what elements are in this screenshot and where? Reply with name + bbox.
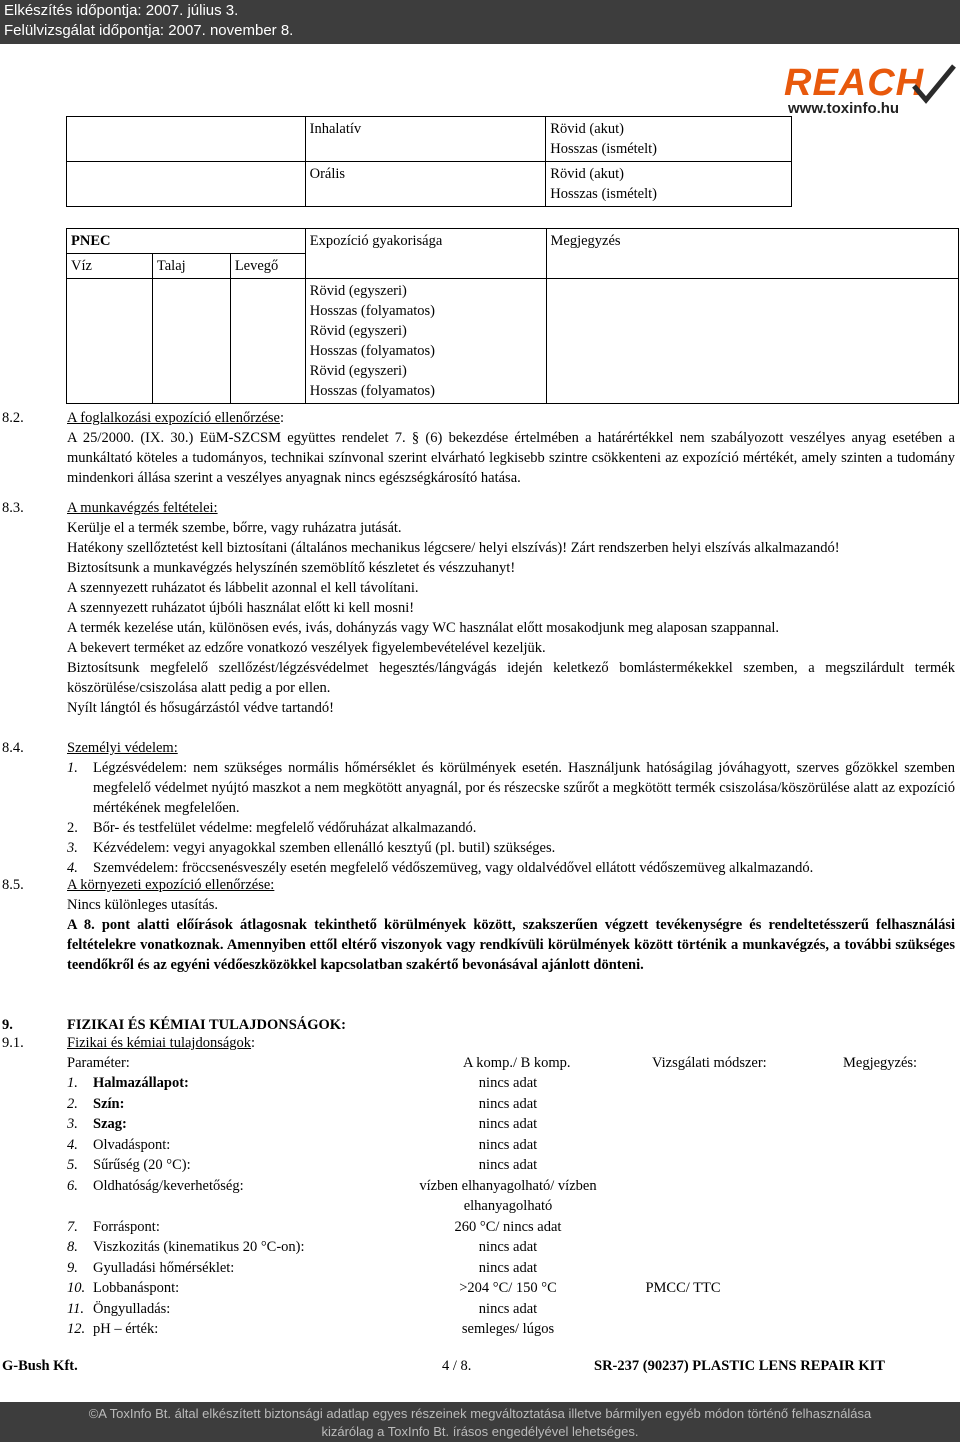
section-number: 8.4.: [2, 740, 24, 756]
table-row: 12. pH – érték: semleges/ lúgos: [67, 1321, 555, 1337]
section-body: Kerülje el a termék szembe, bőrre, vagy ruházatra jutását. Hatékony szellőztetést kell biztosítani (általános mechanikus légcsere/ helyi elszívás)! Zárt rendszerben helyi elszívás alkalmazandó! Biztosítsunk a munkavégzés helyszínén szemöblítő készletet és vészzuhanyt! A szennyezett ruházatot és lábbelit azonnal el kell távolítani. A szennyezett ruházatot újbóli használat előtt ki kell mosni! A termék kezelése után, különösen evés, ivás, dohányzás vagy WC használat előtt mosakodjunk meg alaposan szappannal. A bekevert terméket az edzőre vonatkozó veszélyek figyelembevételével kezeljük. Biztosítsunk megfelelő szellőzést/légzésvédelmet hegesztés/lángvágás idején keletkező bomlástermékekkel szemben, a megszilárdult termék köszörülése/csiszolása alatt pedig a por ellen. Nyílt lángtól és hősugárzástól védve tartandó!: [67, 520, 955, 716]
subsection-number: 9.1.: [2, 1035, 24, 1051]
table-row: 7. Forráspont: 260 °C/ nincs adat: [67, 1218, 562, 1235]
list-item: 2. Bőr- és testfelület védelme: megfelelő védőruházat alkalmazandó.: [67, 820, 477, 836]
table-row: 10. Lobbanáspont: >204 °C/ 150 °C PMCC/ TTC: [67, 1280, 721, 1296]
section-number: 9.: [2, 1017, 13, 1033]
section-title: A foglalkozási expozíció ellenőrzése:: [67, 410, 285, 426]
table-row: 9. Gyulladási hőmérséklet: nincs adat: [67, 1259, 538, 1276]
footer-page: 4 / 8.: [442, 1358, 472, 1374]
col-note: Megjegyzés:: [843, 1055, 918, 1071]
logo-url: www.toxinfo.hu: [788, 100, 900, 117]
section-number: 8.5.: [2, 877, 24, 893]
checkmark-icon: [910, 62, 958, 108]
col-method: Vizsgálati módszer:: [652, 1055, 767, 1071]
list-item: 3. Kézvédelem: vegyi anyagokkal szemben ellenálló kesztyű (pl. butil) szükséges.: [67, 840, 556, 856]
section-title: A környezeti expozíció ellenőrzése:: [67, 877, 275, 893]
table-row: [67, 279, 959, 404]
section-bold-note: A 8. pont alatti előírások átlagosnak tekinthető körülmények között, szakszerűen végzett tevékenységre és rendeltetésszerű felhasználási feltételekre vonatkoznak. Amennyiben ettől eltérő viszonyok vagy rendkívüli körülmények között történik a munkavégzés, a további szükséges teendőkről és az egyéni védőeszközökkel kapcsolatban szakértő bevonásával ajánlott dönteni.: [67, 917, 955, 973]
revision-date: Felülvizsgálat időpontja: 2007. november 8.: [4, 22, 294, 39]
viz-header: Víz: [67, 254, 153, 279]
col-ab: A komp./ B komp.: [463, 1055, 571, 1071]
table-row: [67, 162, 792, 207]
copyright-bar: [0, 1402, 960, 1442]
levego-header: Levegő: [230, 254, 305, 279]
reach-logo: [782, 62, 958, 122]
section-title: A munkavégzés feltételei:: [67, 500, 218, 516]
table-row: 5. Sűrűség (20 °C): nincs adat: [67, 1157, 538, 1173]
list-item: 1. Légzésvédelem: nem szükséges normális hőmérséklet és körülmények esetén. Használjunk hatóságilag jóváhagyott, szerves gőzökkel szemben megfelelő védelmet nyújtó maszkot a nem megkötött anyagnál, por és részecske szűrőt a megkötött termék csiszolása/köszörülése alatt az expozíció mértékének megfelelően.: [67, 760, 955, 816]
table-row: [67, 117, 792, 162]
table-row: 8. Viszkozitás (kinematikus 20 °C-on): nincs adat: [67, 1239, 538, 1255]
table-row: 6. Oldhatóság/keverhetőség: vízben elhanyagolható/ vízben elhanyagolható: [67, 1177, 597, 1214]
section-number: 8.2.: [2, 410, 24, 426]
table-row: 1. Halmazállapot: nincs adat: [67, 1075, 538, 1091]
protection-list: [67, 758, 955, 878]
route-cell: Inhalatív: [305, 117, 546, 162]
footer-product: SR-237 (90237) PLASTIC LENS REPAIR KIT: [594, 1358, 885, 1374]
route-cell: Orális: [305, 162, 546, 207]
header-bar: [0, 0, 960, 44]
copyright-line-2: kizárólag a ToxInfo Bt. írásos engedélyével lehetséges.: [321, 1424, 639, 1439]
section-text: Nincs különleges utasítás.: [67, 897, 219, 913]
logo-word: REACH: [784, 62, 925, 104]
col-param: Paraméter:: [67, 1055, 130, 1071]
table-row: 3. Szag: nincs adat: [67, 1116, 538, 1132]
section-number: 8.3.: [2, 500, 24, 516]
dnel-table: [66, 116, 792, 207]
table-row: [67, 229, 959, 254]
pnec-label: PNEC: [67, 229, 306, 254]
freq-header: Expozíció gyakorisága: [305, 229, 546, 279]
footer-company: G-Bush Kft.: [2, 1358, 78, 1374]
duration-cell: Rövid (akut) Hosszas (ismételt): [546, 162, 792, 207]
pnec-table: [66, 228, 959, 404]
note-header: Megjegyzés: [546, 229, 958, 279]
duration-cell: Rövid (akut) Hosszas (ismételt): [546, 117, 792, 162]
section-paragraph: A 25/2000. (IX. 30.) EüM-SZCSM együttes rendelet 7. § (6) bekezdése értelmében a határértékkel nem szabályozott veszélyes anyag esetében a munkáltató köteles a tudományos, technikai színvonal szerint elvárható legkisebb szintre csökkenteni az expozíció mértékét, amely szinten a tudomány mindenkori állása szerint a veszélyes anyagnak nincs egészségkárosító hatása.: [67, 430, 955, 486]
creation-date: Elkészítés időpontja: 2007. július 3.: [4, 2, 239, 19]
table-row: 11. Öngyulladás: nincs adat: [67, 1300, 538, 1317]
talaj-header: Talaj: [152, 254, 230, 279]
section-title: FIZIKAI ÉS KÉMIAI TULAJDONSÁGOK:: [67, 1017, 346, 1033]
properties-table: [67, 1073, 957, 1340]
copyright-line-1: ©A ToxInfo Bt. által elkészített biztonsági adatlap egyes részeinek megváltoztatása illetve bármilyen egyéb módon történő felhasználása: [88, 1406, 872, 1421]
table-row: 2. Szín: nincs adat: [67, 1095, 538, 1112]
subsection-title: Fizikai és kémiai tulajdonságok:: [67, 1035, 256, 1051]
freq-cell: Rövid (egyszeri) Hosszas (folyamatos) Rövid (egyszeri) Hosszas (folyamatos) Rövid (egyszeri) Hosszas (folyamatos): [305, 279, 546, 404]
list-item: 4. Szemvédelem: fröccsenésveszély esetén megfelelő védőszemüveg, vagy oldalvédővel ellátott védőszemüveg alkalmazandó.: [67, 860, 814, 876]
section-title: Személyi védelem:: [67, 740, 178, 756]
table-row: 4. Olvadáspont: nincs adat: [67, 1136, 538, 1153]
